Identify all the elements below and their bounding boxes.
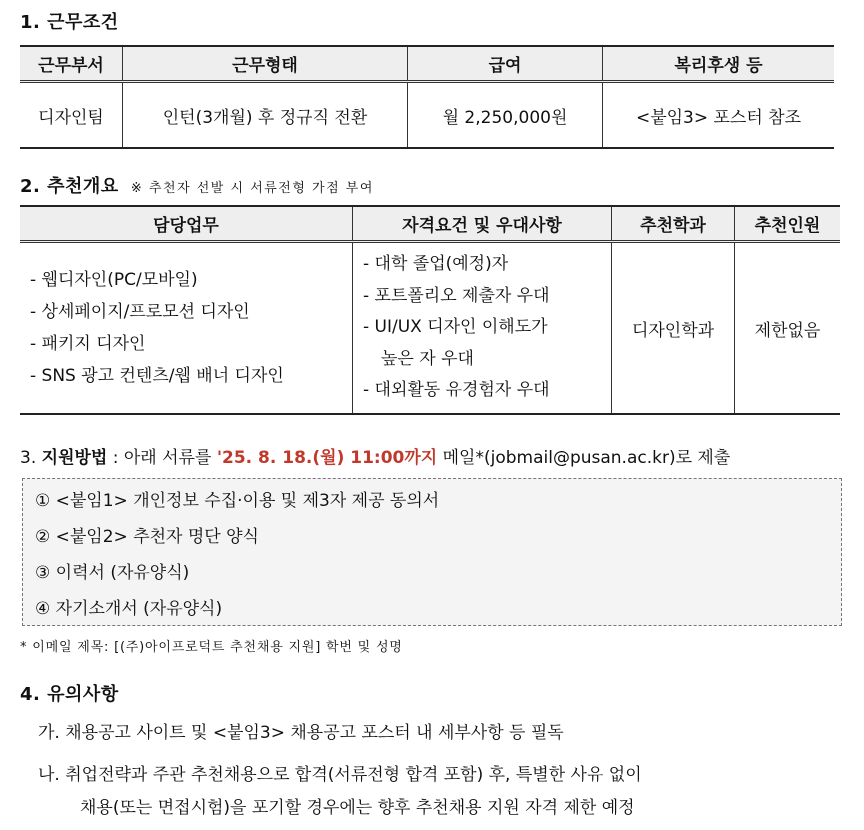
- section3-heading: 3. 지원방법 : 아래 서류를 '25. 8. 18.(월) 11:00까지 메일*(jobmail@pusan.ac.kr)로 제출: [20, 448, 731, 468]
- requirement-item: 높은 자 우대: [381, 348, 474, 369]
- requirement-item: - 대외활동 유경험자 우대: [363, 380, 550, 401]
- recommendation-table: [20, 205, 840, 415]
- cell-salary: 월 2,250,000원: [408, 82, 603, 149]
- header-salary: 급여: [408, 46, 603, 82]
- header-duties: 담당업무: [20, 206, 353, 242]
- document-item: ④ 자기소개서 (자유양식): [35, 599, 223, 619]
- header-requirements: 자격요건 및 우대사항: [353, 206, 612, 242]
- header-dept: 근무부서: [20, 46, 123, 82]
- cell-duties: [20, 242, 353, 415]
- header-quota: 추천인원: [735, 206, 841, 242]
- cell-requirements: [353, 242, 612, 415]
- section2-heading: [20, 172, 374, 198]
- cell-department: 디자인학과: [612, 242, 735, 415]
- cell-benefits: <붙임3> 포스터 참조: [603, 82, 835, 149]
- work-conditions-table: [20, 45, 834, 149]
- section2-note: ※ 추천자 선발 시 서류전형 가점 부여: [130, 181, 374, 196]
- deadline: '25. 8. 18.(월) 11:00까지: [216, 448, 438, 468]
- document-item: ① <붙임1> 개인정보 수집·이용 및 제3자 제공 동의서: [35, 491, 440, 511]
- header-type: 근무형태: [123, 46, 408, 82]
- duty-item: - 패키지 디자인: [30, 334, 146, 354]
- notice-item: 가. 채용공고 사이트 및 <붙임3> 채용공고 포스터 내 세부사항 등 필독: [38, 723, 564, 743]
- section3-title: 지원방법: [41, 448, 108, 468]
- header-benefits: 복리후생 등: [603, 46, 835, 82]
- header-department: 추천학과: [612, 206, 735, 242]
- section4-title: 4. 유의사항: [20, 684, 119, 705]
- email-note: * 이메일 제목: [(주)아이프로덕트 추천채용 지원] 학번 및 성명: [20, 640, 403, 655]
- duty-item: - 상세페이지/프로모션 디자인: [30, 302, 250, 322]
- document-item: ③ 이력서 (자유양식): [35, 563, 190, 583]
- section3-prefix: : 아래 서류를: [112, 448, 212, 468]
- notice-item: 나. 취업전략과 주관 추천채용으로 합격(서류전형 합격 포함) 후, 특별한 사유 없이: [38, 765, 642, 785]
- cell-type: 인턴(3개월) 후 정규직 전환: [123, 82, 408, 149]
- section1-title: 1. 근무조건: [20, 12, 119, 33]
- document-item: ② <붙임2> 추천자 명단 양식: [35, 527, 259, 547]
- cell-quota: 제한없음: [735, 242, 841, 415]
- requirement-item: - 대학 졸업(예정)자: [363, 254, 509, 275]
- documents-box: [22, 478, 842, 626]
- requirement-item: - UI/UX 디자인 이해도가: [363, 317, 548, 338]
- cell-dept: 디자인팀: [38, 107, 104, 128]
- duty-item: - 웹디자인(PC/모바일): [30, 270, 198, 290]
- notice-item-cont: 채용(또는 면접시험)을 포기할 경우에는 향후 추천채용 지원 자격 제한 예정: [80, 798, 635, 818]
- section2-title: 2. 추천개요: [20, 176, 119, 197]
- requirement-item: - 포트폴리오 제출자 우대: [363, 285, 550, 306]
- section3-suffix: 메일*(jobmail@pusan.ac.kr)로 제출: [442, 448, 731, 468]
- duty-item: - SNS 광고 컨텐츠/웹 배너 디자인: [30, 366, 284, 386]
